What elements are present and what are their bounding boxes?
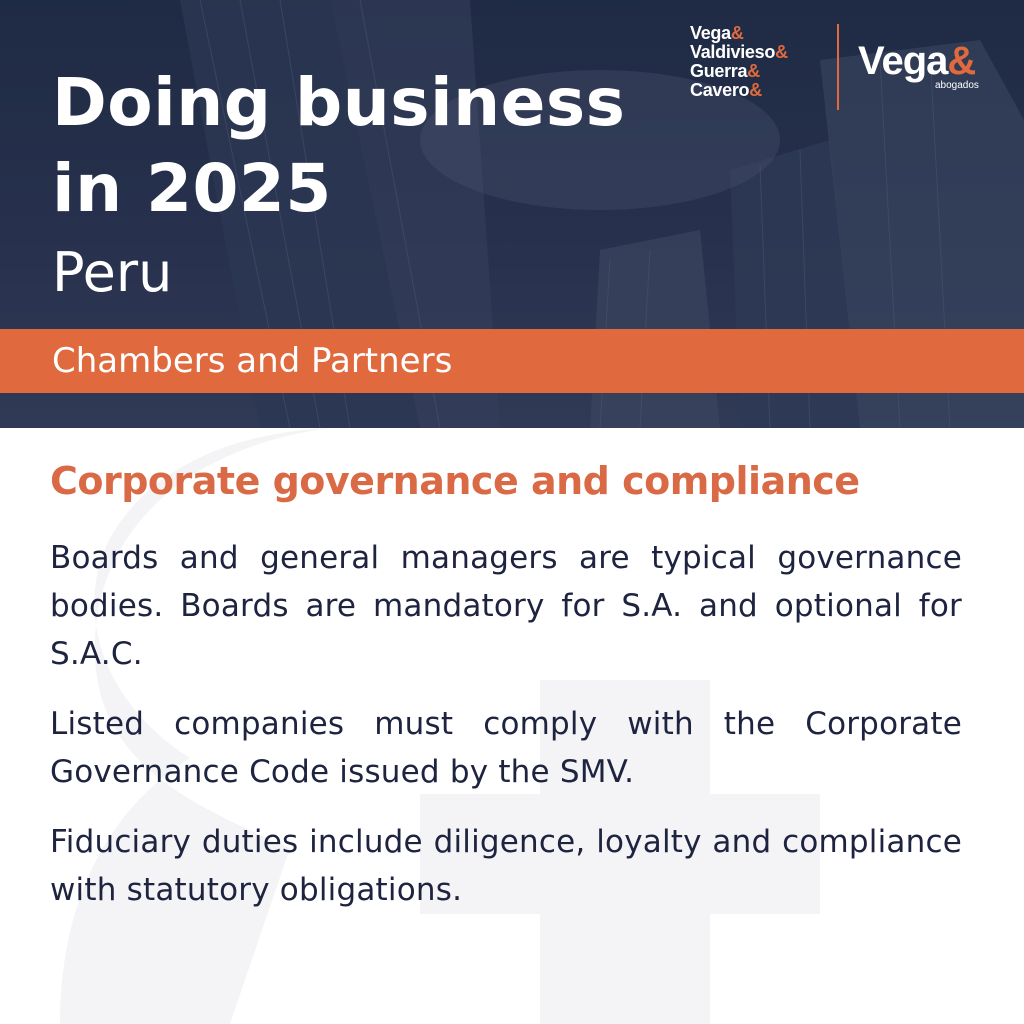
firm-name-line: Vega <box>690 23 731 43</box>
hero-title-line-2: in 2025 <box>52 150 332 227</box>
paragraph-listed-companies: Listed companies must comply with the Corporate Governance Code issued by the SMV. <box>50 706 962 790</box>
brand-logo <box>858 38 975 84</box>
country-label: Peru <box>52 241 173 304</box>
brand-ampersand: & <box>947 39 976 83</box>
hero-title <box>52 60 625 232</box>
firm-name-line: Cavero <box>690 80 750 100</box>
ampersand-glyph: & <box>749 80 762 100</box>
firm-name-line: Guerra <box>690 61 748 81</box>
logo-divider <box>837 24 839 110</box>
ampersand-glyph: & <box>747 61 760 81</box>
hero-header <box>0 0 1024 428</box>
ampersand-glyph: & <box>730 23 744 43</box>
hero-title-line-1: Doing business <box>52 64 626 141</box>
firm-name-logo <box>690 24 788 100</box>
brand-name: Vega <box>858 39 948 83</box>
brand-subtitle: abogados <box>935 80 979 91</box>
ampersand-glyph: & <box>775 42 788 62</box>
paragraph-governance-bodies: Boards and general managers are typical governance bodies. Boards are mandatory for S.A. and optional for S.A.C. <box>50 540 962 672</box>
paragraph-fiduciary-duties: Fiduciary duties include diligence, loyalty and compliance with statutory obligations. <box>50 824 962 908</box>
banner-strip <box>0 329 1024 393</box>
firm-name-line: Valdivieso <box>690 42 776 62</box>
banner-text: Chambers and Partners <box>52 341 453 381</box>
section-heading: Corporate governance and compliance <box>50 459 860 503</box>
firm-logos <box>690 24 1010 114</box>
